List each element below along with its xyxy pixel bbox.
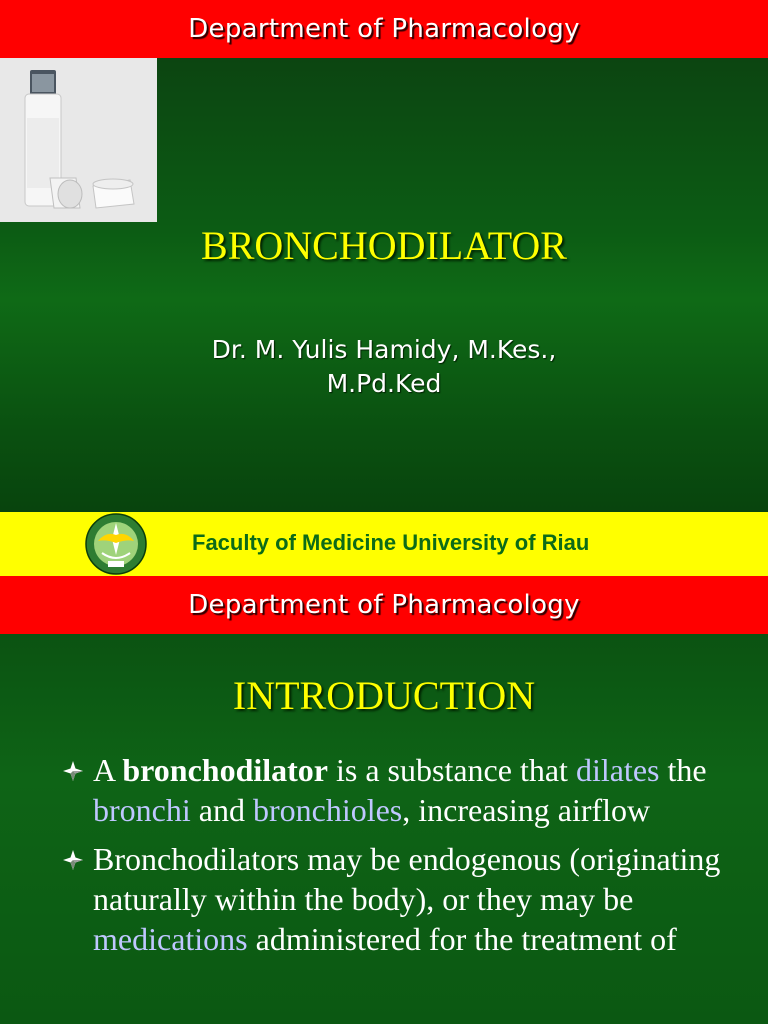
link-term[interactable]: bronchioles: [252, 792, 403, 828]
header-bar: [0, 0, 768, 58]
bullet-text: is a substance that: [328, 752, 576, 788]
bullet-text: A: [93, 752, 123, 788]
department-header: Department of Pharmacology: [188, 14, 580, 44]
four-point-star-icon: [62, 760, 84, 782]
slide-title: INTRODUCTION: [232, 673, 536, 718]
bullet-text: Bronchodilators may be endogenous (originating naturally within the body), or they may be: [93, 841, 721, 917]
inhaler-icon: [0, 58, 157, 222]
link-term[interactable]: bronchi: [93, 792, 191, 828]
introduction-slide: [0, 576, 768, 1024]
author: [0, 333, 768, 401]
department-header: Department of Pharmacology: [188, 590, 580, 620]
bold-term: bronchodilator: [122, 752, 328, 788]
slide-title: BRONCHODILATOR: [201, 223, 567, 268]
author-line-2: M.Pd.Ked: [326, 369, 442, 398]
bullet-text: administered for the treatment of: [247, 921, 677, 957]
link-term[interactable]: dilates: [575, 752, 660, 788]
bullet-text: , increasing airflow: [402, 792, 651, 828]
bullet-text: and: [190, 792, 253, 828]
header-bar: [0, 576, 768, 634]
university-emblem-icon: [84, 513, 148, 575]
bullet-text: the: [659, 752, 707, 788]
four-point-star-icon: [62, 849, 84, 871]
bullet-item: [62, 839, 752, 959]
bullet-list: [62, 750, 752, 968]
link-term[interactable]: medications: [93, 921, 248, 957]
author-line-1: Dr. M. Yulis Hamidy, M.Kes.,: [211, 335, 557, 364]
bullet-item: [62, 750, 752, 830]
faculty-footer: Faculty of Medicine University of Riau: [192, 530, 590, 555]
inhaler-photo: [0, 58, 157, 222]
